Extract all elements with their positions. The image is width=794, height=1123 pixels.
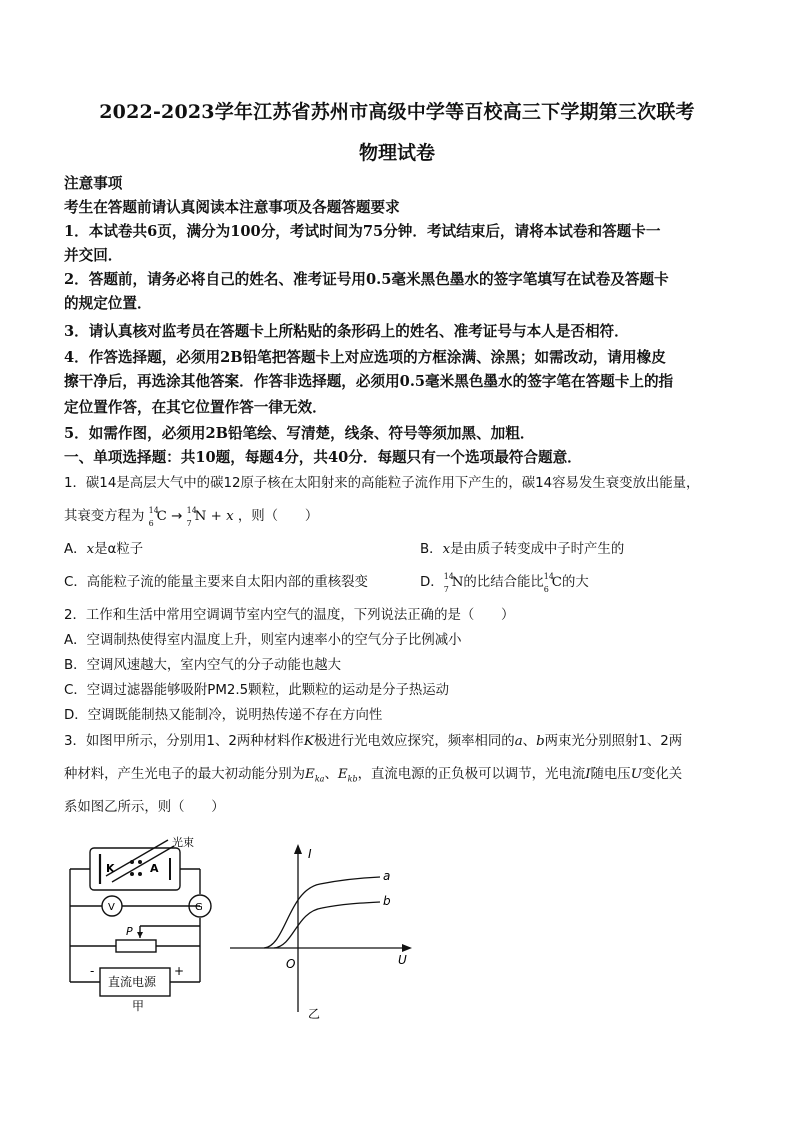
nitrogen14-nuclide: 14 7 N (186, 506, 207, 528)
exam-title: 2022-2023学年江苏省苏州市高级中学等百校高三下学期第三次联考 (99, 101, 695, 123)
notice-line: 2．答题前，请务必将自己的姓名、准考证号用0.5毫米黑色墨水的签字笔填写在试卷及答题卡 (64, 271, 669, 288)
i-axis-arrow (294, 844, 302, 854)
notice-line: 5．如需作图，必须用2B铅笔绘、写清楚，线条、符号等须加黑、加粗． (64, 425, 535, 442)
anode-label: A (150, 862, 159, 875)
i-axis-label: I (308, 847, 312, 861)
power-label: 直流电源 (108, 975, 157, 989)
notice-line: 1．本试卷共6页，满分为100分，考试时间为75分钟．考试结束后，请将本试卷和答题卡一 (64, 223, 661, 240)
q3-stem-line1: 3．如图甲所示，分别用1、2两种材料作K极进行光电效应探究，频率相同的a、b两束光分别照射1、2两 (64, 734, 683, 749)
q2-option-b[interactable]: B．空调风速越大，室内空气的分子动能也越大 (64, 658, 341, 673)
circuit-diagram (60, 834, 230, 1014)
slider-label: P (126, 925, 133, 938)
slider-arrow (137, 932, 143, 938)
u-axis-arrow (402, 944, 412, 952)
figure-b-caption: 乙 (308, 1007, 321, 1020)
q1-stem-line1: 1．碳14是高层大气中的碳12原子核在太阳射来的高能粒子流作用下产生的，碳14容易发生衰变放出能量， (64, 476, 700, 491)
q1-option-d[interactable]: D． 14 7 N的比结合能比 14 6 C的大 (420, 572, 589, 594)
beam-label: 光束 (172, 836, 194, 849)
figure-a-caption: 甲 (132, 999, 145, 1013)
q1-stem-line2: 其衰变方程为 14 6 C → 14 7 N + x ，则（ ） (64, 506, 319, 528)
u-axis-label: U (398, 953, 407, 967)
q2-option-c[interactable]: C．空调过滤器能够吸附PM2.5颗粒，此颗粒的运动是分子热运动 (64, 683, 450, 698)
q3-stem-line3: 系如图乙所示，则（ ） (64, 800, 225, 815)
voltmeter-label: V (108, 902, 115, 913)
galvanometer-label: G (195, 902, 203, 913)
light-beam-line (106, 840, 168, 876)
notice-lead: 考生在答题前请认真阅读本注意事项及各题答题要求 (64, 199, 400, 216)
q2-option-d[interactable]: D．空调既能制热又能制冷，说明热传递不存在方向性 (64, 708, 383, 723)
notice-line: 的规定位置． (64, 295, 152, 312)
carbon14-nuclide: 14 6 C (148, 506, 167, 528)
notice-line: 并交回． (64, 247, 123, 264)
q1-option-a[interactable]: A．x是α粒子 (64, 542, 144, 557)
plus-sign: + (174, 964, 185, 978)
curve-b-label: b (383, 894, 391, 908)
origin-label: O (286, 957, 296, 971)
minus-sign: - (90, 964, 95, 978)
curve-b (274, 902, 380, 948)
q3-stem-line2: 种材料，产生光电子的最大初动能分别为$E_{ka}$、$E_{kb}$，直流电源的正负极可以调节，光电流I随电压U变化关 (64, 767, 683, 784)
notice-line: 4．作答选择题，必须用2B铅笔把答题卡上对应选项的方框涂满、涂黑；如需改动，请用橡皮 (64, 349, 666, 366)
light-beam-line (112, 846, 174, 882)
cathode-label: K (106, 862, 115, 875)
notice-line: 3．请认真核对监考员在答题卡上所粘贴的条形码上的姓名、准考证号与本人是否相符． (64, 323, 629, 340)
curve-a-label: a (383, 869, 391, 883)
notice-line: 擦干净后，再选涂其他答案．作答非选择题，必须用0.5毫米黑色墨水的签字笔在答题卡上的指 (64, 373, 674, 390)
iu-graph (228, 840, 413, 1020)
notice-line: 定位置作答，在其它位置作答一律无效． (64, 399, 327, 416)
notice-heading: 注意事项 (64, 175, 123, 192)
section-heading: 一、单项选择题：共10题，每题4分，共40分．每题只有一个选项最符合题意． (64, 449, 582, 466)
q2-stem: 2．工作和生活中常用空调调节室内空气的温度，下列说法正确的是（ ） (64, 608, 515, 623)
q1-option-c[interactable]: C．高能粒子流的能量主要来自太阳内部的重核裂变 (64, 575, 368, 590)
q2-option-a[interactable]: A．空调制热使得室内温度上升，则室内速率小的空气分子比例减小 (64, 633, 462, 648)
curve-a (264, 877, 380, 948)
exam-subtitle: 物理试卷 (358, 142, 435, 164)
q1-option-b[interactable]: B．x是由质子转变成中子时产生的 (420, 542, 625, 557)
